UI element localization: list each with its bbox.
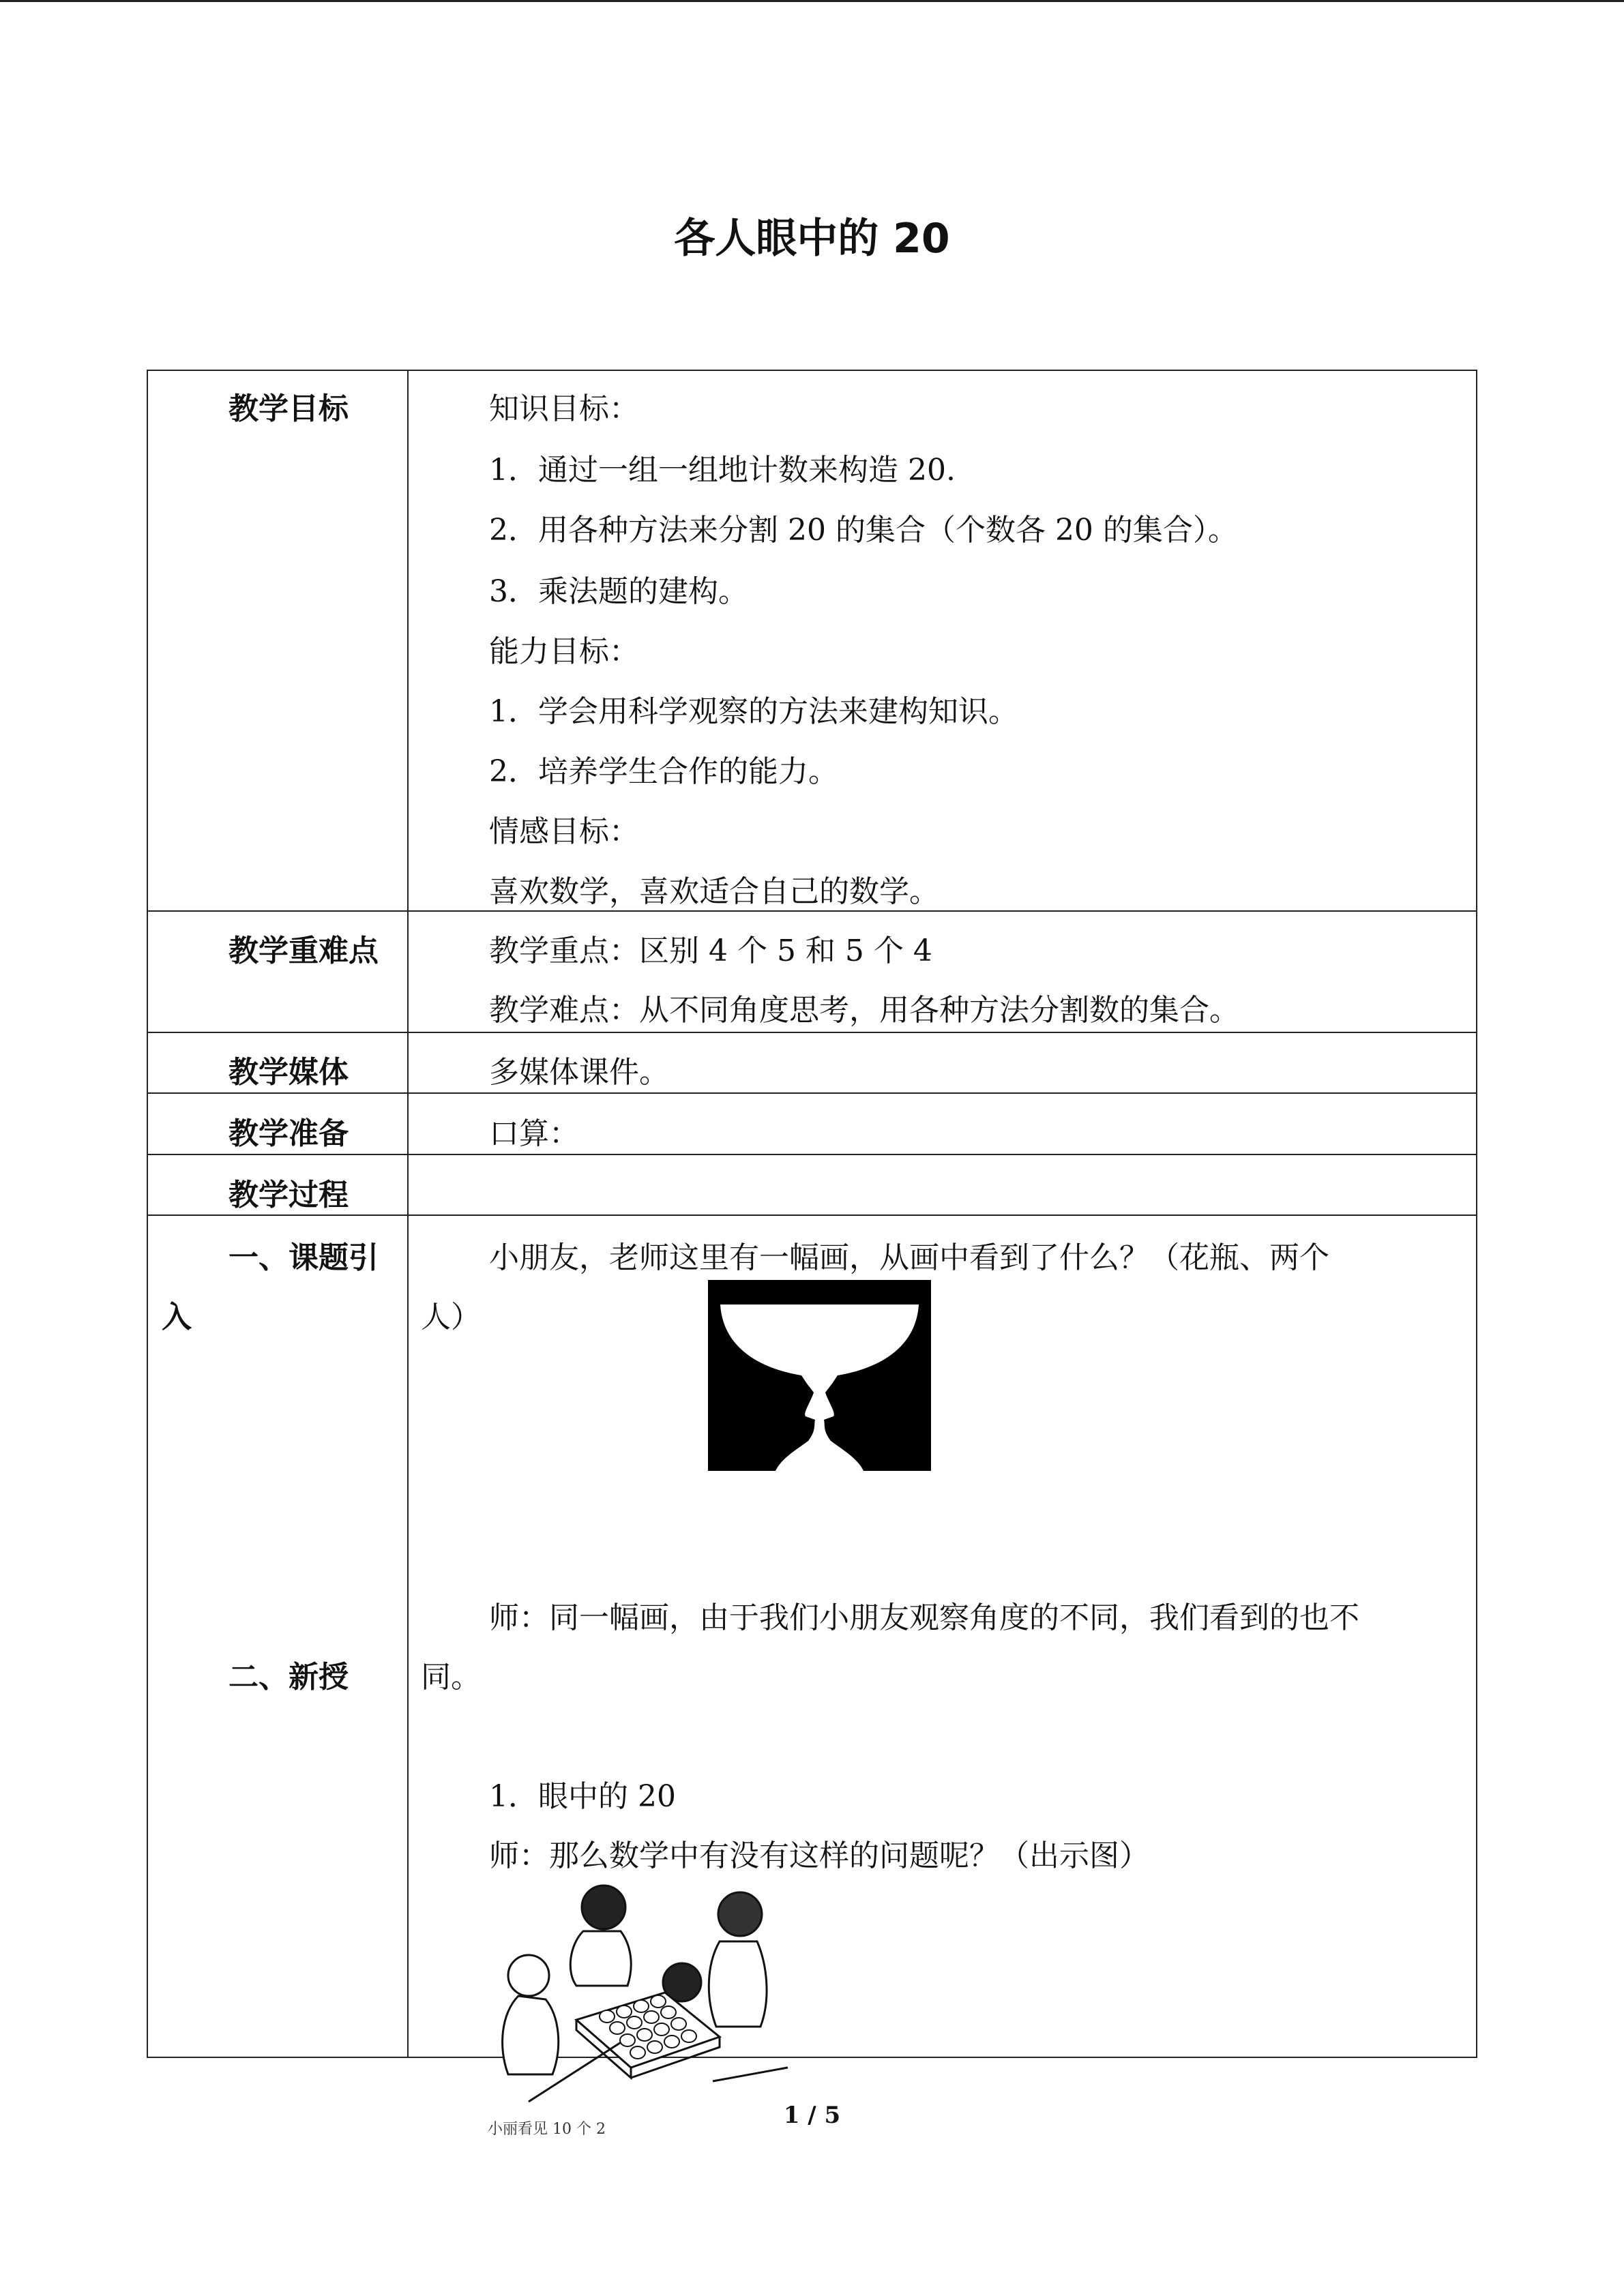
new-lesson-text: 师：同一幅画，由于我们小朋友观察角度的不同，我们看到的也不 (489, 1600, 1359, 1635)
media-label: 教学媒体 (228, 1055, 349, 1090)
intro-label-continued: 入 (162, 1300, 192, 1335)
table-column-divider (407, 370, 409, 2058)
new-lesson-text-continued: 同。 (421, 1660, 481, 1695)
goals-line: 能力目标： (489, 634, 639, 669)
page-number: 1 / 5 (783, 2102, 841, 2129)
goals-line: 情感目标： (489, 814, 639, 849)
goals-line: 2．培养学生合作的能力。 (489, 754, 838, 789)
page-top-rule (0, 0, 1624, 2)
goals-label: 教学目标 (228, 391, 349, 426)
intro-text-continued: 人） (421, 1300, 481, 1335)
goals-line: 1．学会用科学观察的方法来建构知识。 (489, 694, 1018, 729)
preparation-label: 教学准备 (228, 1116, 349, 1151)
process-label: 教学过程 (228, 1178, 349, 1212)
goals-line: 3．乘法题的建构。 (489, 574, 748, 609)
new-lesson-label: 二、新授 (228, 1660, 349, 1695)
goals-line: 2．用各种方法来分割 20 的集合（个数各 20 的集合）。 (489, 513, 1238, 548)
page-title: 各人眼中的 20 (674, 215, 950, 263)
new-lesson-text: 师：那么数学中有没有这样的问题呢？（出示图） (489, 1838, 1149, 1873)
goals-line: 知识目标： (489, 391, 639, 426)
new-lesson-subheading: 1．眼中的 20 (489, 1779, 676, 1814)
vase-faces-illusion-picture (708, 1280, 931, 1471)
figure-caption: 小丽看见 10 个 2 (488, 2121, 606, 2138)
intro-label: 一、课题引 (228, 1240, 379, 1275)
intro-text: 小朋友，老师这里有一幅画，从画中看到了什么？（花瓶、两个 (489, 1240, 1329, 1275)
children-counting-eggs-picture (488, 1877, 801, 2108)
goals-line: 喜欢数学，喜欢适合自己的数学。 (489, 874, 939, 909)
key-points-line: 教学难点：从不同角度思考，用各种方法分割数的集合。 (489, 993, 1239, 1028)
media-text: 多媒体课件。 (489, 1055, 669, 1090)
goals-line: 1．通过一组一组地计数来构造 20. (489, 453, 956, 488)
table-row-divider (147, 1032, 1477, 1033)
preparation-text: 口算： (489, 1116, 579, 1151)
key-points-line: 教学重点：区别 4 个 5 和 5 个 4 (489, 934, 932, 968)
key-points-label: 教学重难点 (228, 934, 379, 968)
